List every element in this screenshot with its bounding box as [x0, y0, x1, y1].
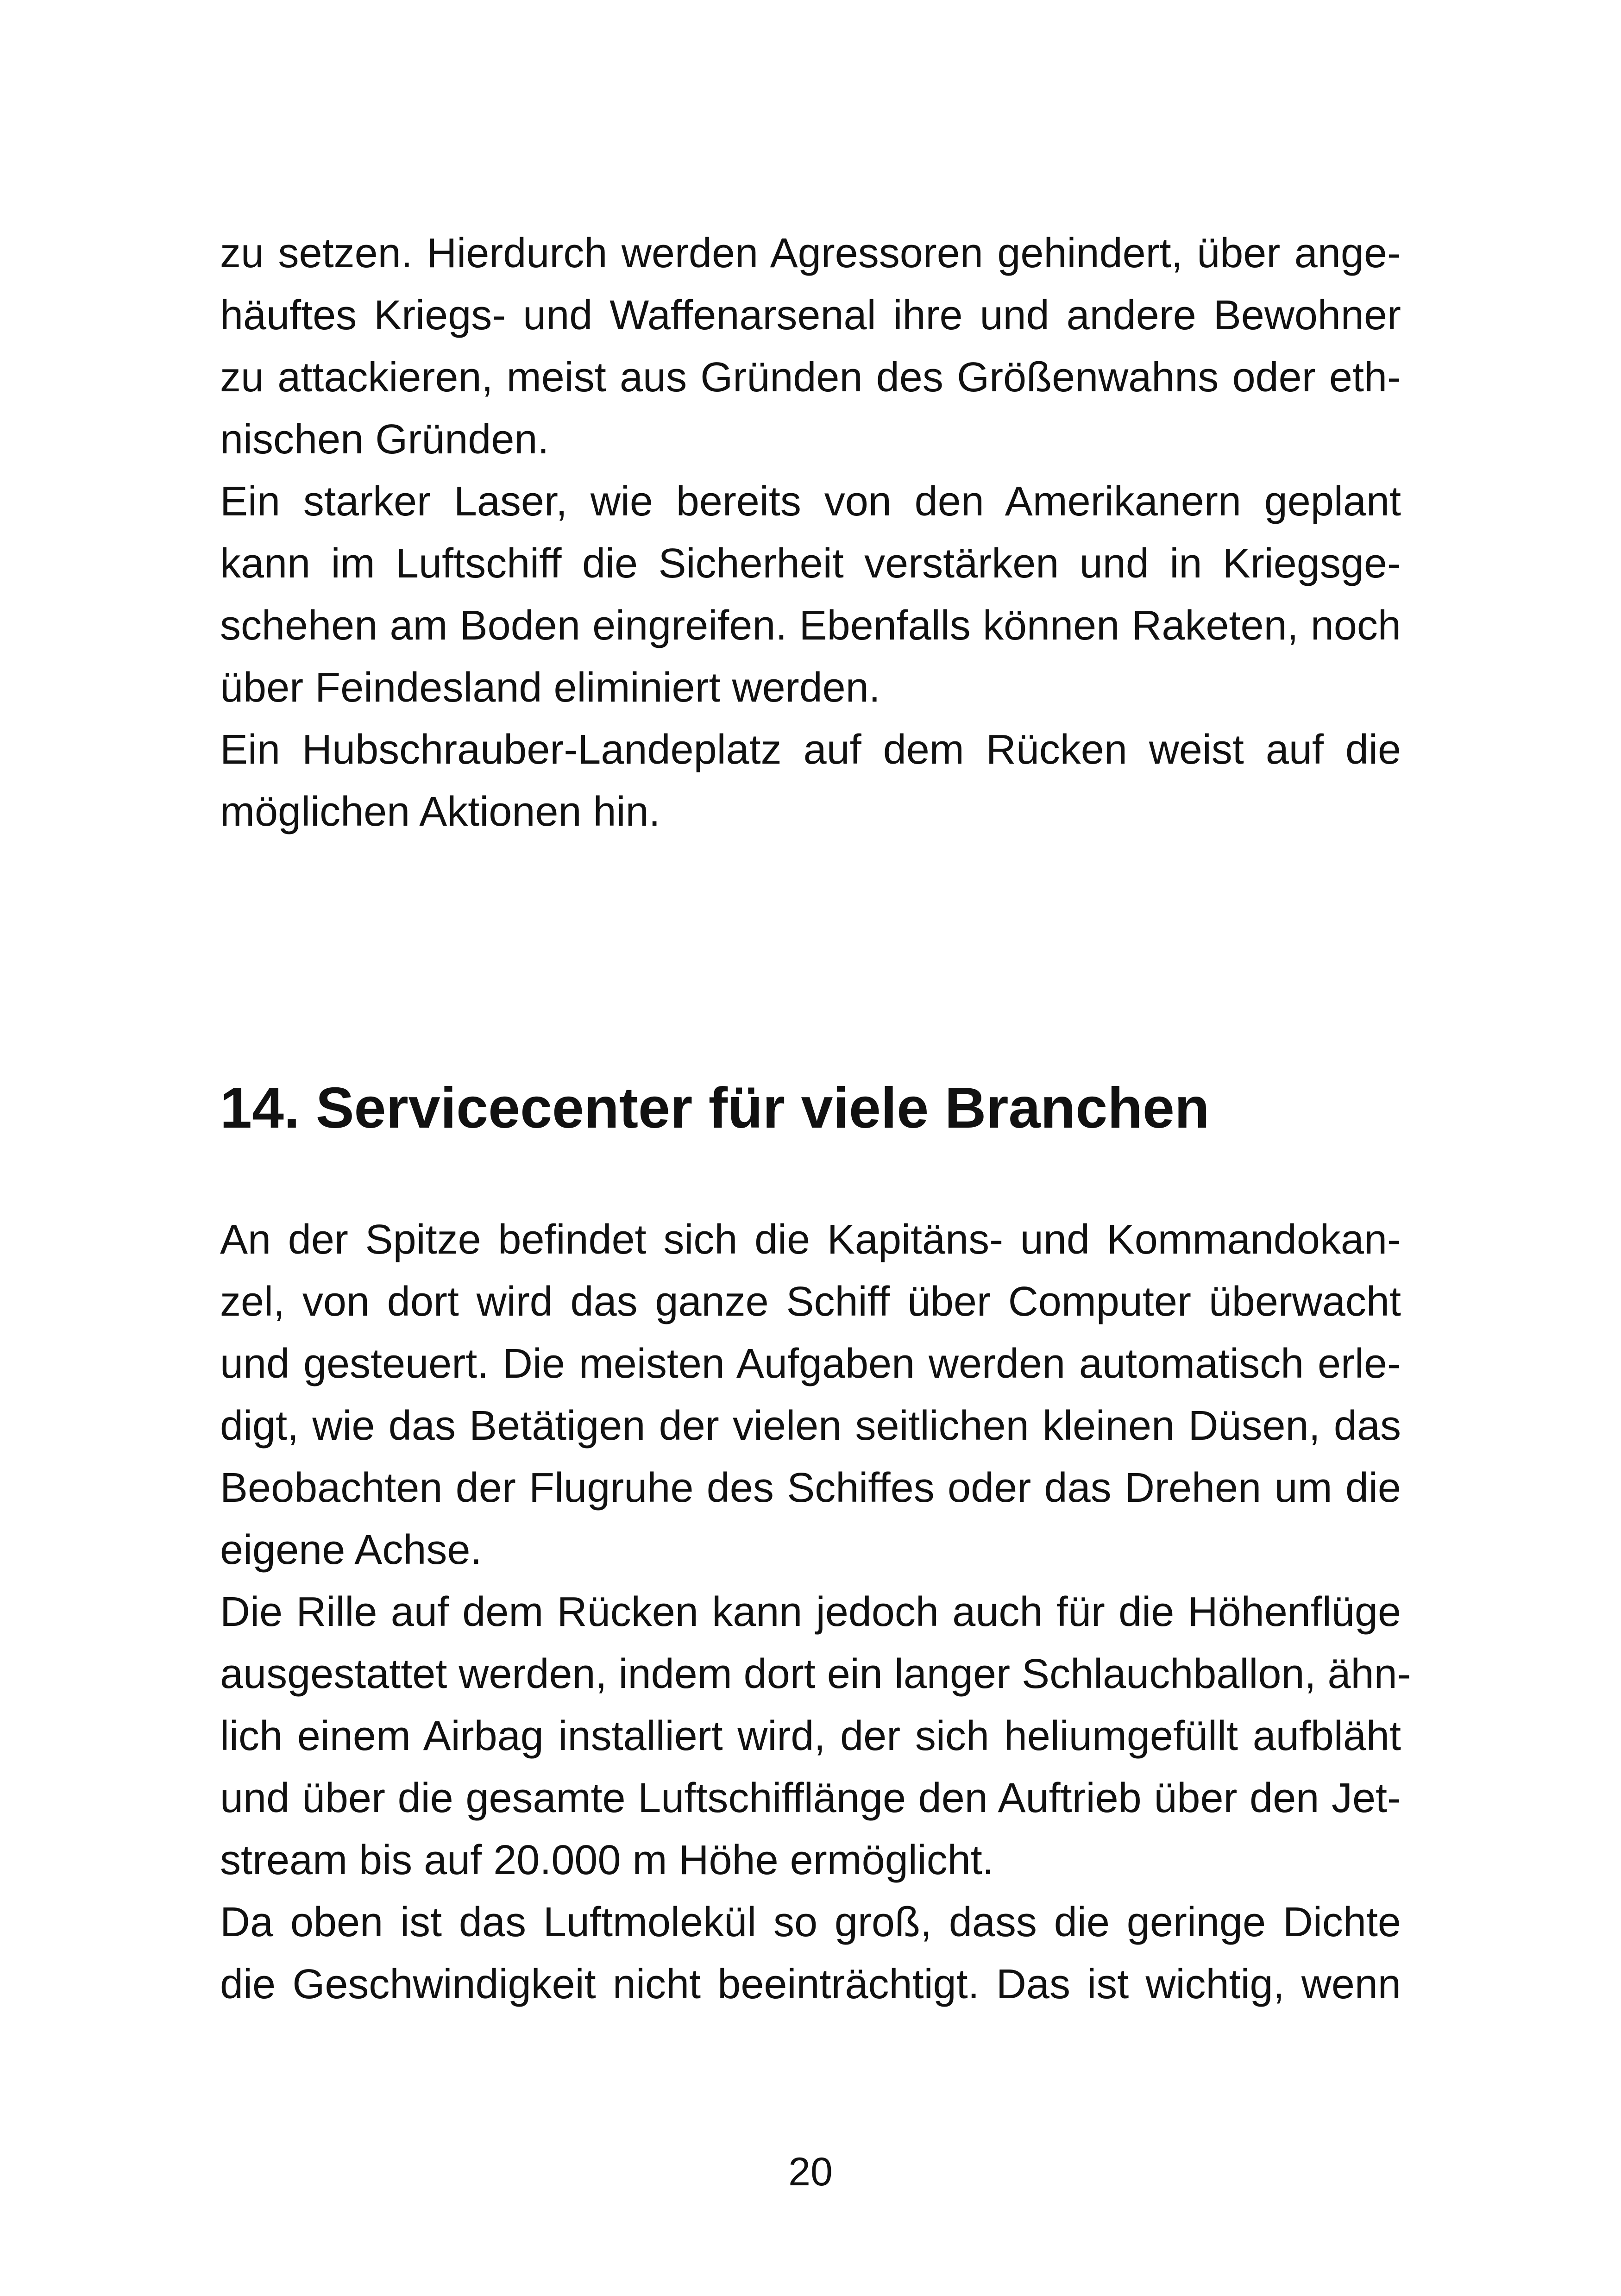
body-line: möglichen Aktionen hin.: [220, 789, 660, 835]
body-line: nischen Gründen.: [220, 416, 549, 463]
section-heading: 14. Servicecenter für viele Branchen: [220, 1076, 1210, 1140]
body-line: schehen am Boden eingreifen. Ebenfalls können Raketen, noch: [220, 602, 1401, 649]
body-line: Beobachten der Flugruhe des Schiffes oder das Drehen um die: [220, 1465, 1401, 1511]
body-line: Ein Hubschrauber-Landeplatz auf dem Rücken weist auf die: [220, 727, 1401, 773]
body-line: und gesteuert. Die meisten Aufgaben werden automatisch erle-: [220, 1341, 1401, 1387]
body-line: kann im Luftschiff die Sicherheit verstärken und in Kriegsge-: [220, 540, 1401, 587]
body-line: ausgestattet werden, indem dort ein langer Schlauchballon, ähn-: [220, 1651, 1411, 1697]
body-line: häuftes Kriegs- und Waffenarsenal ihre und andere Bewohner: [220, 292, 1401, 339]
body-line: stream bis auf 20.000 m Höhe ermöglicht.: [220, 1837, 994, 1883]
body-line: über Feindesland eliminiert werden.: [220, 665, 880, 711]
body-line: lich einem Airbag installiert wird, der sich heliumgefüllt aufbläht: [220, 1713, 1401, 1759]
body-line: Ein starker Laser, wie bereits von den Amerikanern geplant: [220, 478, 1401, 525]
body-line: eigene Achse.: [220, 1527, 482, 1573]
body-line: und über die gesamte Luftschifflänge den Auftrieb über den Jet-: [220, 1775, 1401, 1821]
body-line: zu setzen. Hierdurch werden Agressoren gehindert, über ange-: [220, 230, 1401, 276]
body-line: zel, von dort wird das ganze Schiff über Computer überwacht: [220, 1279, 1401, 1325]
body-line: An der Spitze befindet sich die Kapitäns- und Kommandokan-: [220, 1217, 1401, 1263]
page-number: 20: [788, 2150, 833, 2194]
body-line: die Geschwindigkeit nicht beeinträchtigt. Das ist wichtig, wenn: [220, 1961, 1401, 2007]
body-line: Die Rille auf dem Rücken kann jedoch auch für die Höhenflüge: [220, 1589, 1401, 1635]
body-line: zu attackieren, meist aus Gründen des Größenwahns oder eth-: [220, 354, 1401, 401]
body-line: Da oben ist das Luftmolekül so groß, dass die geringe Dichte: [220, 1899, 1401, 1945]
body-line: digt, wie das Betätigen der vielen seitlichen kleinen Düsen, das: [220, 1403, 1401, 1449]
